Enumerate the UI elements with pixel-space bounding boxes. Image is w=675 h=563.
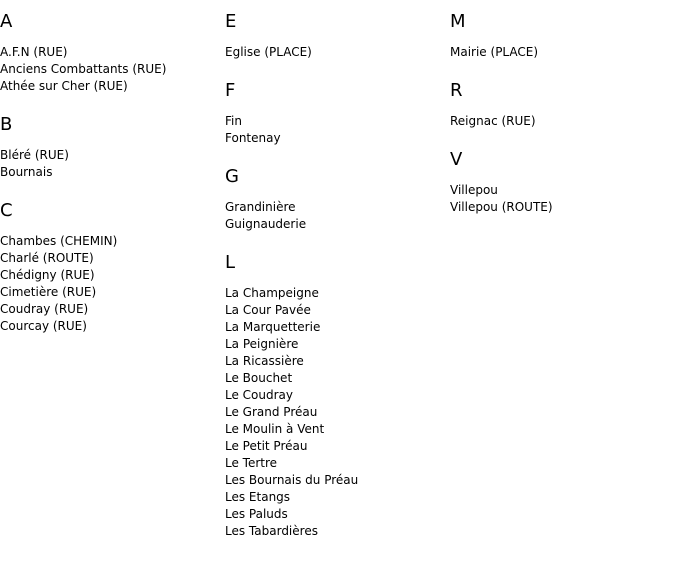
street-link[interactable]: Bournais bbox=[0, 165, 53, 179]
street-link[interactable]: Les Paluds bbox=[225, 507, 288, 521]
street-list bbox=[0, 233, 220, 335]
street-link[interactable]: Charlé (ROUTE) bbox=[0, 251, 94, 265]
letter-group-b bbox=[0, 113, 220, 181]
letter-group-f bbox=[225, 79, 445, 147]
letter-group-l bbox=[225, 251, 445, 540]
street-link[interactable]: Le Grand Préau bbox=[225, 405, 318, 419]
column-3 bbox=[450, 10, 670, 234]
street-link[interactable]: Eglise (PLACE) bbox=[225, 45, 312, 59]
letter-group-g bbox=[225, 165, 445, 233]
street-list bbox=[225, 199, 445, 233]
street-link[interactable]: La Cour Pavée bbox=[225, 303, 311, 317]
street-link[interactable]: Mairie (PLACE) bbox=[450, 45, 539, 59]
street-link[interactable]: Le Tertre bbox=[225, 456, 278, 470]
street-list bbox=[225, 44, 445, 61]
street-link[interactable]: Guignauderie bbox=[225, 217, 307, 231]
letter-heading: C bbox=[0, 200, 13, 221]
letter-heading: R bbox=[450, 80, 463, 101]
street-list bbox=[225, 113, 445, 147]
letter-group-c bbox=[0, 199, 220, 335]
street-link[interactable]: Athée sur Cher (RUE) bbox=[0, 79, 128, 93]
street-list bbox=[450, 182, 670, 216]
street-link[interactable]: Le Bouchet bbox=[225, 371, 293, 385]
street-link[interactable]: Villepou (ROUTE) bbox=[450, 200, 553, 214]
street-link[interactable]: Reignac (RUE) bbox=[450, 114, 536, 128]
street-link[interactable]: Coudray (RUE) bbox=[0, 302, 89, 316]
street-link[interactable]: La Marquetterie bbox=[225, 320, 321, 334]
letter-heading: L bbox=[225, 252, 236, 273]
street-link[interactable]: Cimetière (RUE) bbox=[0, 285, 97, 299]
letter-group-r bbox=[450, 79, 670, 130]
street-link[interactable]: Villepou bbox=[450, 183, 498, 197]
letter-heading: M bbox=[450, 11, 466, 32]
street-link[interactable]: Le Petit Préau bbox=[225, 439, 308, 453]
street-link[interactable]: Bléré (RUE) bbox=[0, 148, 69, 162]
letter-heading: E bbox=[225, 11, 237, 32]
street-link[interactable]: Grandinière bbox=[225, 200, 296, 214]
street-link[interactable]: Anciens Combattants (RUE) bbox=[0, 62, 167, 76]
street-link[interactable]: La Ricassière bbox=[225, 354, 304, 368]
letter-heading: F bbox=[225, 80, 236, 101]
street-link[interactable]: Fin bbox=[225, 114, 242, 128]
street-link[interactable]: Courcay (RUE) bbox=[0, 319, 87, 333]
street-link[interactable]: A.F.N (RUE) bbox=[0, 45, 68, 59]
street-list bbox=[450, 113, 670, 130]
street-list bbox=[0, 147, 220, 181]
letter-group-a bbox=[0, 10, 220, 95]
street-link[interactable]: La Peignière bbox=[225, 337, 299, 351]
letter-group-m bbox=[450, 10, 670, 61]
letter-heading: G bbox=[225, 166, 239, 187]
column-1 bbox=[0, 10, 220, 353]
street-list bbox=[450, 44, 670, 61]
street-link[interactable]: Les Bournais du Préau bbox=[225, 473, 359, 487]
street-link[interactable]: Chédigny (RUE) bbox=[0, 268, 95, 282]
street-link[interactable]: Le Coudray bbox=[225, 388, 294, 402]
street-link[interactable]: La Champeigne bbox=[225, 286, 319, 300]
street-link[interactable]: Les Tabardières bbox=[225, 524, 318, 538]
letter-group-v bbox=[450, 148, 670, 216]
street-list bbox=[225, 285, 445, 540]
letter-group-e bbox=[225, 10, 445, 61]
street-link[interactable]: Le Moulin à Vent bbox=[225, 422, 325, 436]
letter-heading: B bbox=[0, 114, 13, 135]
street-link[interactable]: Chambes (CHEMIN) bbox=[0, 234, 118, 248]
letter-heading: A bbox=[0, 11, 13, 32]
letter-heading: V bbox=[450, 149, 463, 170]
street-link[interactable]: Les Etangs bbox=[225, 490, 291, 504]
street-link[interactable]: Fontenay bbox=[225, 131, 281, 145]
street-list bbox=[0, 44, 220, 95]
column-2 bbox=[225, 10, 445, 558]
